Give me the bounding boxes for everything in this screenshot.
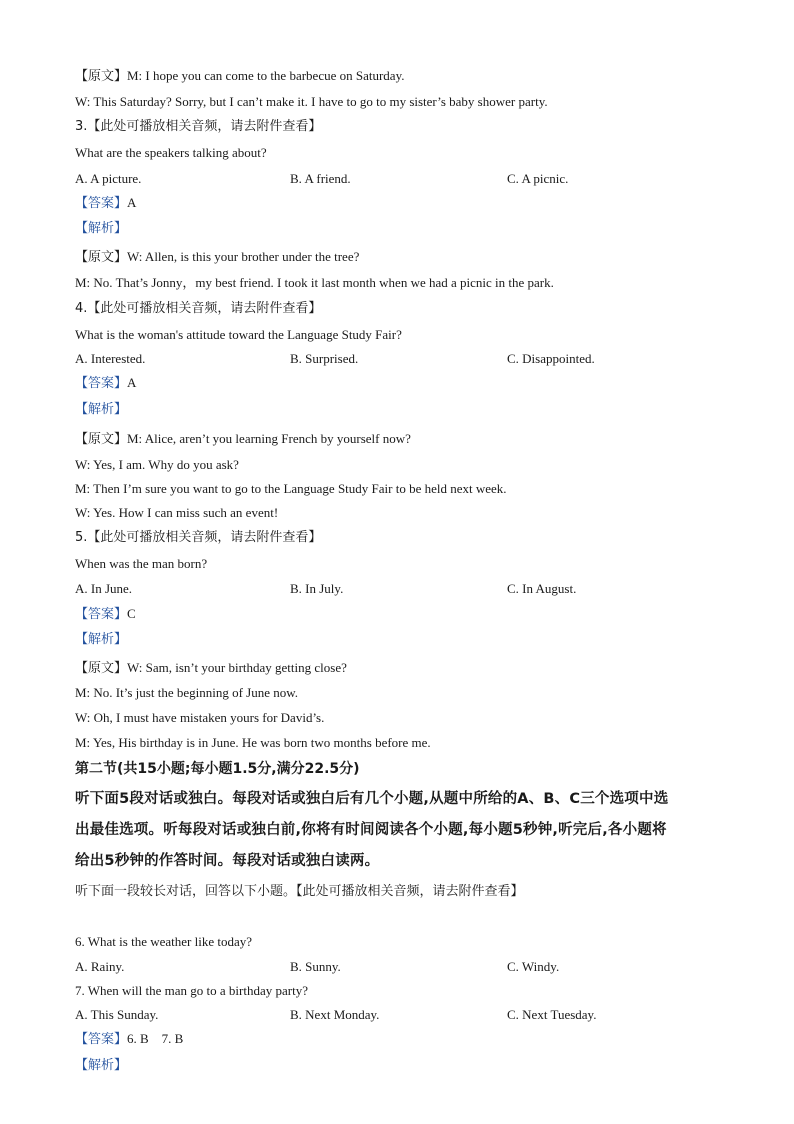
option-c: C. Disappointed. <box>507 351 595 366</box>
option-b: B. Sunny. <box>290 959 341 974</box>
analysis-tag: 【解析】 <box>75 632 128 647</box>
answer-value: 6. B 7. B <box>127 1031 184 1046</box>
transcript-line: W: Yes, I am. Why do you ask? <box>75 457 239 472</box>
option-b: B. In July. <box>290 581 344 596</box>
answer-value: C <box>127 606 136 621</box>
question-4-audio: 4.【此处可播放相关音频，请去附件查看】 <box>75 301 322 316</box>
option-b: B. Surprised. <box>290 351 359 366</box>
option-a: A. This Sunday. <box>75 1007 159 1022</box>
analysis-tag: 【解析】 <box>75 1058 128 1073</box>
section-instruction: 给出5秒钟的作答时间。每段对话或独白读两。 <box>75 853 380 869</box>
listen-instruction: 听下面一段较长对话，回答以下小题。【此处可播放相关音频，请去附件查看】 <box>75 884 524 899</box>
question-6-text: 6. What is the weather like today? <box>75 934 253 949</box>
answer-value: A <box>127 195 137 210</box>
option-a: A. In June. <box>75 581 133 596</box>
section-heading: 第二节(共15小题;每小题1.5分,满分22.5分) <box>75 761 360 777</box>
section-instruction: 听下面5段对话或独白。每段对话或独白后有几个小题,从题中所给的A、B、C三个选项中选 <box>75 791 669 807</box>
transcript-line: 【原文】W: Allen, is this your brother under the tree? <box>75 249 360 264</box>
question-3-text: What are the speakers talking about? <box>75 145 267 160</box>
option-c: C. Next Tuesday. <box>507 1007 597 1022</box>
transcript-line: M: No. That’s Jonny，my best friend. I took it last month when we had a picnic in the park. <box>75 275 554 290</box>
option-b: B. A friend. <box>290 171 351 186</box>
transcript-line: W: Yes. How I can miss such an event! <box>75 505 279 520</box>
transcript-line: M: Yes, His birthday is in June. He was born two months before me. <box>75 735 431 750</box>
question-4-text: What is the woman's attitude toward the Language Study Fair? <box>75 327 402 342</box>
answer-tag: 【答案】 <box>75 196 128 211</box>
option-c: C. Windy. <box>507 959 560 974</box>
answer-line <box>75 1031 183 1048</box>
option-c: C. In August. <box>507 581 577 596</box>
option-c: C. A picnic. <box>507 171 569 186</box>
answer-tag: 【答案】 <box>75 607 128 622</box>
question-7-text: 7. When will the man go to a birthday party? <box>75 983 308 998</box>
option-b: B. Next Monday. <box>290 1007 380 1022</box>
answer-line <box>75 195 136 212</box>
question-5-text: When was the man born? <box>75 556 208 571</box>
question-5-audio: 5.【此处可播放相关音频，请去附件查看】 <box>75 530 322 545</box>
transcript-line: W: This Saturday? Sorry, but I can’t make it. I have to go to my sister’s baby shower party. <box>75 94 548 109</box>
option-a: A. Interested. <box>75 351 146 366</box>
analysis-tag: 【解析】 <box>75 402 128 417</box>
transcript-line: 【原文】M: I hope you can come to the barbecue on Saturday. <box>75 68 405 83</box>
option-a: A. A picture. <box>75 171 142 186</box>
transcript-line: M: Then I’m sure you want to go to the Language Study Fair to be held next week. <box>75 481 507 496</box>
answer-tag: 【答案】 <box>75 376 128 391</box>
answer-line <box>75 375 136 392</box>
transcript-line: 【原文】W: Sam, isn’t your birthday getting close? <box>75 660 347 675</box>
transcript-line: 【原文】M: Alice, aren’t you learning French by yourself now? <box>75 431 411 446</box>
answer-value: A <box>127 375 137 390</box>
transcript-line: M: No. It’s just the beginning of June now. <box>75 685 299 700</box>
option-a: A. Rainy. <box>75 959 125 974</box>
analysis-tag: 【解析】 <box>75 221 128 236</box>
answer-tag: 【答案】 <box>75 1032 128 1047</box>
transcript-line: W: Oh, I must have mistaken yours for David’s. <box>75 710 325 725</box>
section-instruction: 出最佳选项。听每段对话或独白前,你将有时间阅读各个小题,每小题5秒钟,听完后,各小题将 <box>75 822 667 838</box>
answer-line <box>75 606 136 623</box>
question-3-audio: 3.【此处可播放相关音频，请去附件查看】 <box>75 119 322 134</box>
